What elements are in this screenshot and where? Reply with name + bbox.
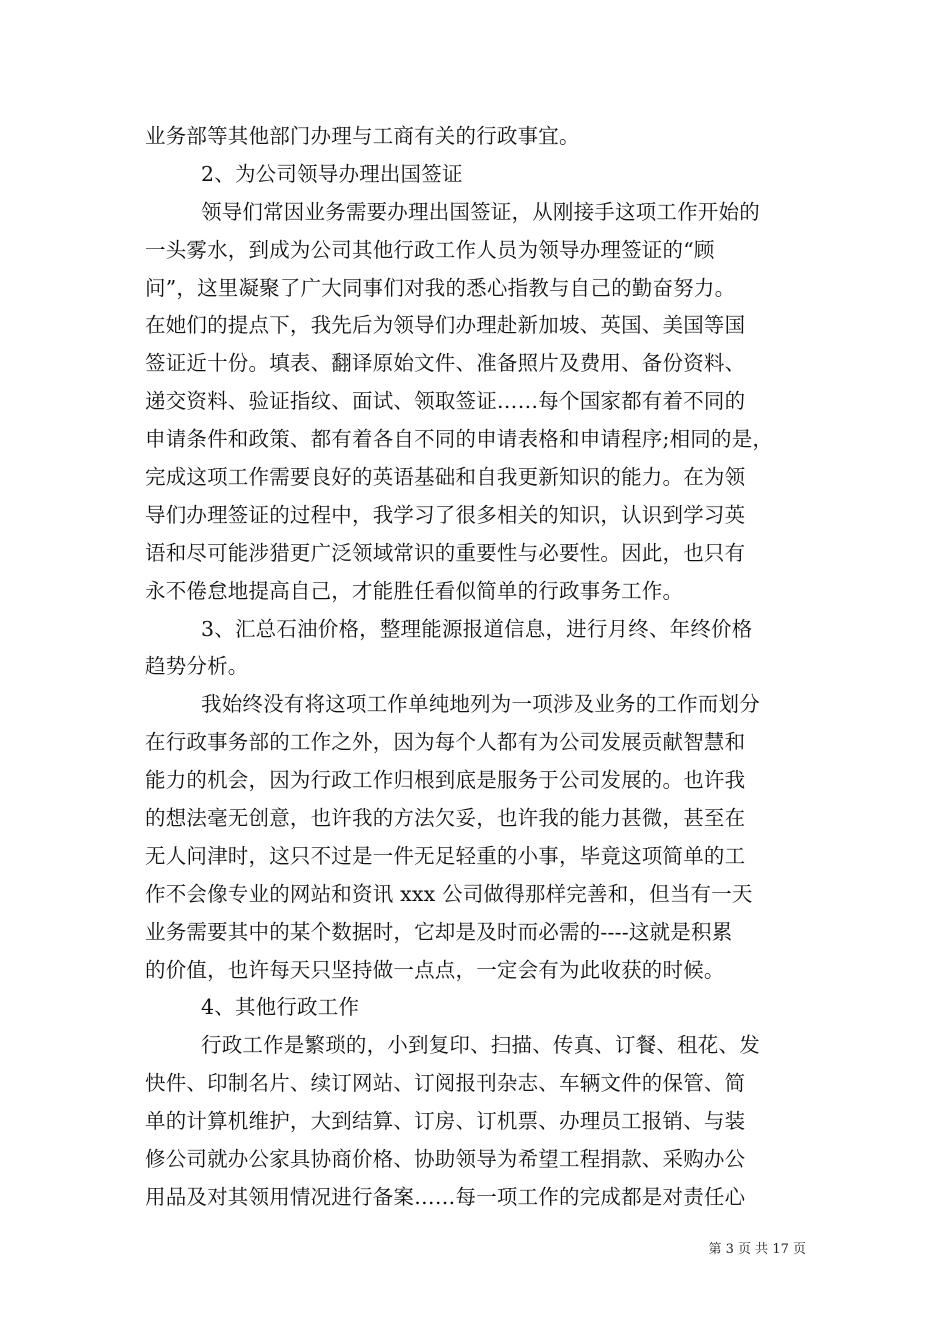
text-line: 一头雾水，到成为公司其他行政工作人员为领导办理签证的“顾	[145, 237, 715, 262]
text-line: 导们办理签证的过程中，我学习了很多相关的知识，认识到学习英	[145, 502, 746, 527]
text-line: 修公司就办公家具协商价格、协助领导为希望工程捐款、采购办公	[145, 1147, 746, 1172]
text-line: 在行政事务部的工作之外，因为每个人都有为公司发展贡献智慧和	[145, 730, 746, 755]
text-line: 单的计算机维护，大到结算、订房、订机票、办理员工报销、与装	[145, 1109, 746, 1134]
text-line: 我始终没有将这项工作单纯地列为一项涉及业务的工作而划分	[201, 692, 760, 717]
text-line: 申请条件和政策、都有着各自不同的申请表格和申请程序;相同的是，	[145, 427, 774, 452]
text-line: 领导们常因业务需要办理出国签证，从刚接手这项工作开始的	[201, 199, 760, 224]
text-line: 作不会像专业的网站和资讯 xxx 公司做得那样完善和，但当有一天	[145, 881, 753, 906]
text-line: 3、汇总石油价格，整理能源报道信息，进行月终、年终价格	[201, 616, 753, 641]
text-line: 行政工作是繁琐的，小到复印、扫描、传真、订餐、租花、发	[201, 1033, 760, 1058]
text-line: 能力的机会，因为行政工作归根到底是服务于公司发展的。也许我	[145, 768, 746, 793]
text-line: 的价值，也许每天只坚持做一点点，一定会有为此收获的时候。	[145, 957, 725, 982]
text-line: 无人问津时，这只不过是一件无足轻重的小事，毕竟这项简单的工	[145, 843, 746, 868]
text-line: 递交资料、验证指纹、面试、领取签证……每个国家都有着不同的	[145, 389, 746, 414]
text-line: 业务部等其他部门办理与工商有关的行政事宜。	[145, 124, 580, 148]
text-line: 的想法毫无创意，也许我的方法欠妥，也许我的能力甚微，甚至在	[145, 806, 746, 831]
text-line: 签证近十份。填表、翻译原始文件、准备照片及费用、备份资料、	[145, 351, 746, 376]
text-line: 在她们的提点下，我先后为领导们办理赴新加坡、英国、美国等国	[145, 313, 746, 338]
text-line: 业务需要其中的某个数据时，它却是及时而必需的----这就是积累	[145, 919, 733, 944]
text-line: 趋势分析。	[145, 654, 249, 679]
text-line: 永不倦怠地提高自己，才能胜任看似简单的行政事务工作。	[145, 578, 684, 603]
document-body	[145, 118, 815, 1217]
text-line: 问”，这里凝聚了广大同事们对我的悉心指教与自己的勤奋努力。	[145, 275, 736, 300]
text-line: 完成这项工作需要良好的英语基础和自我更新知识的能力。在为领	[145, 465, 746, 490]
text-line: 快件、印制名片、续订网站、订阅报刊杂志、车辆文件的保管、简	[145, 1071, 746, 1096]
text-line: 语和尽可能涉猎更广泛领域常识的重要性与必要性。因此，也只有	[145, 540, 746, 565]
text-line: 4、其他行政工作	[201, 995, 360, 1020]
text-line: 用品及对其领用情况进行备案……每一项工作的完成都是对责任心	[145, 1184, 746, 1209]
page-number: 第 3 页 共 17 页	[708, 1242, 806, 1257]
text-line: 2、为公司领导办理出国签证	[201, 161, 463, 186]
